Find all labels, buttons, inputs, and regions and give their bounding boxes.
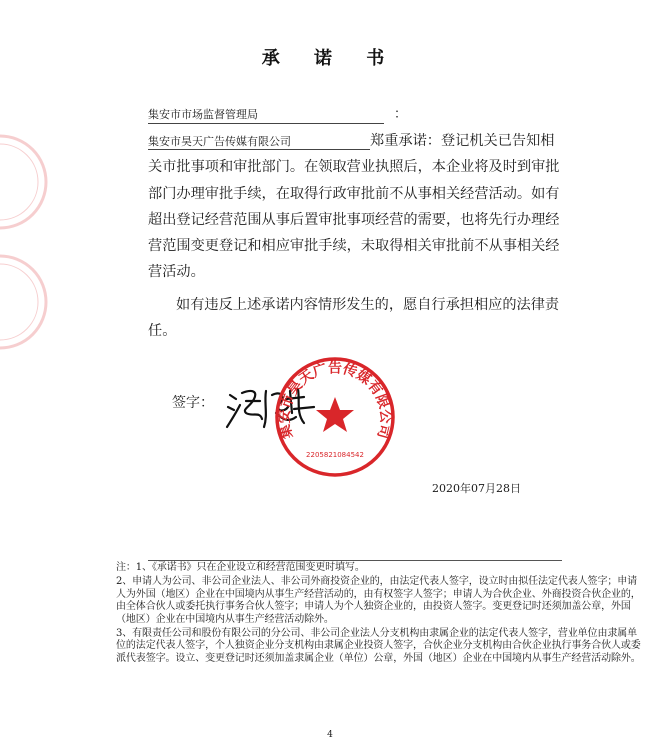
bleed-through-stamp-mark (0, 130, 52, 234)
bleed-through-stamp-mark (0, 250, 52, 354)
signing-date: 2020年07月28日 (432, 482, 521, 495)
seal-code: 2205821084542 (306, 451, 364, 459)
company-seal (270, 352, 400, 482)
note-item: 注：1、《承诺书》只在企业设立和经营范围变更时填写。 (116, 562, 365, 573)
note-item: 3、有限责任公司和股份有限公司的分公司、非公司企业法人分支机构由隶属企业的法定代表人签字，营业单位由隶属单位的法定代表人签字，个人独资企业分支机构由隶属企业投资人签字，合伙企业分支机构由合伙企业执行事务合伙人或委派代表签字。设立、变更登记时还须加盖隶属企业（单位）公章，外国（地区）企业在中国境内从事生产经营活动除外。 (116, 628, 641, 664)
signature-label: 签字： (172, 395, 214, 411)
notes-section (116, 562, 646, 667)
addressee-colon: ： (394, 107, 408, 122)
page-number: 4 (327, 730, 333, 740)
note-item: 2、申请人为公司、非公司企业法人、非公司外商投资企业的，由法定代表人签字，设立时由拟任法定代表人签字；申请人为外国（地区）企业在中国境内从事生产经营活动的，由有权签字人签字；申请人为合伙企业、外商投资合伙企业的，由全体合伙人或委托执行事务合伙人签字；申请人为个人独资企业的，由投资人签字。变更登记时还须加盖公章，外国（地区）企业在中国境内从事生产经营活动除外。 (116, 576, 641, 625)
notes-divider (148, 560, 562, 561)
addressee-name: 集安市市场监督管理局 (148, 106, 384, 124)
document-title: 承 诺 书 (261, 48, 399, 69)
commitment-paragraph-2: 如有违反上述承诺内容情形发生的，愿自行承担相应的法律责任。 (148, 296, 560, 340)
commitment-text: 郑重承诺：登记机关已告知相关市批事项和审批部门。在领取营业执照后，本企业将及时到审批部门办理审批手续，在取得行政审批前不从事相关经营活动。如有超出登记经营范围从事后置审批事项经营的需要，也将先行办理经营范围变更登记和相应审批手续，未取得相关审批前不从事相关经营活动。 (148, 133, 560, 281)
company-name: 集安市昊天广告传媒有限公司 (148, 135, 370, 150)
commitment-body (148, 128, 568, 344)
addressee-line (148, 103, 407, 124)
commitment-paragraph-1 (148, 128, 568, 286)
seal-ring-text: 集安市昊天广告传媒有限公司 (276, 360, 394, 441)
seal-star-icon (316, 397, 354, 432)
